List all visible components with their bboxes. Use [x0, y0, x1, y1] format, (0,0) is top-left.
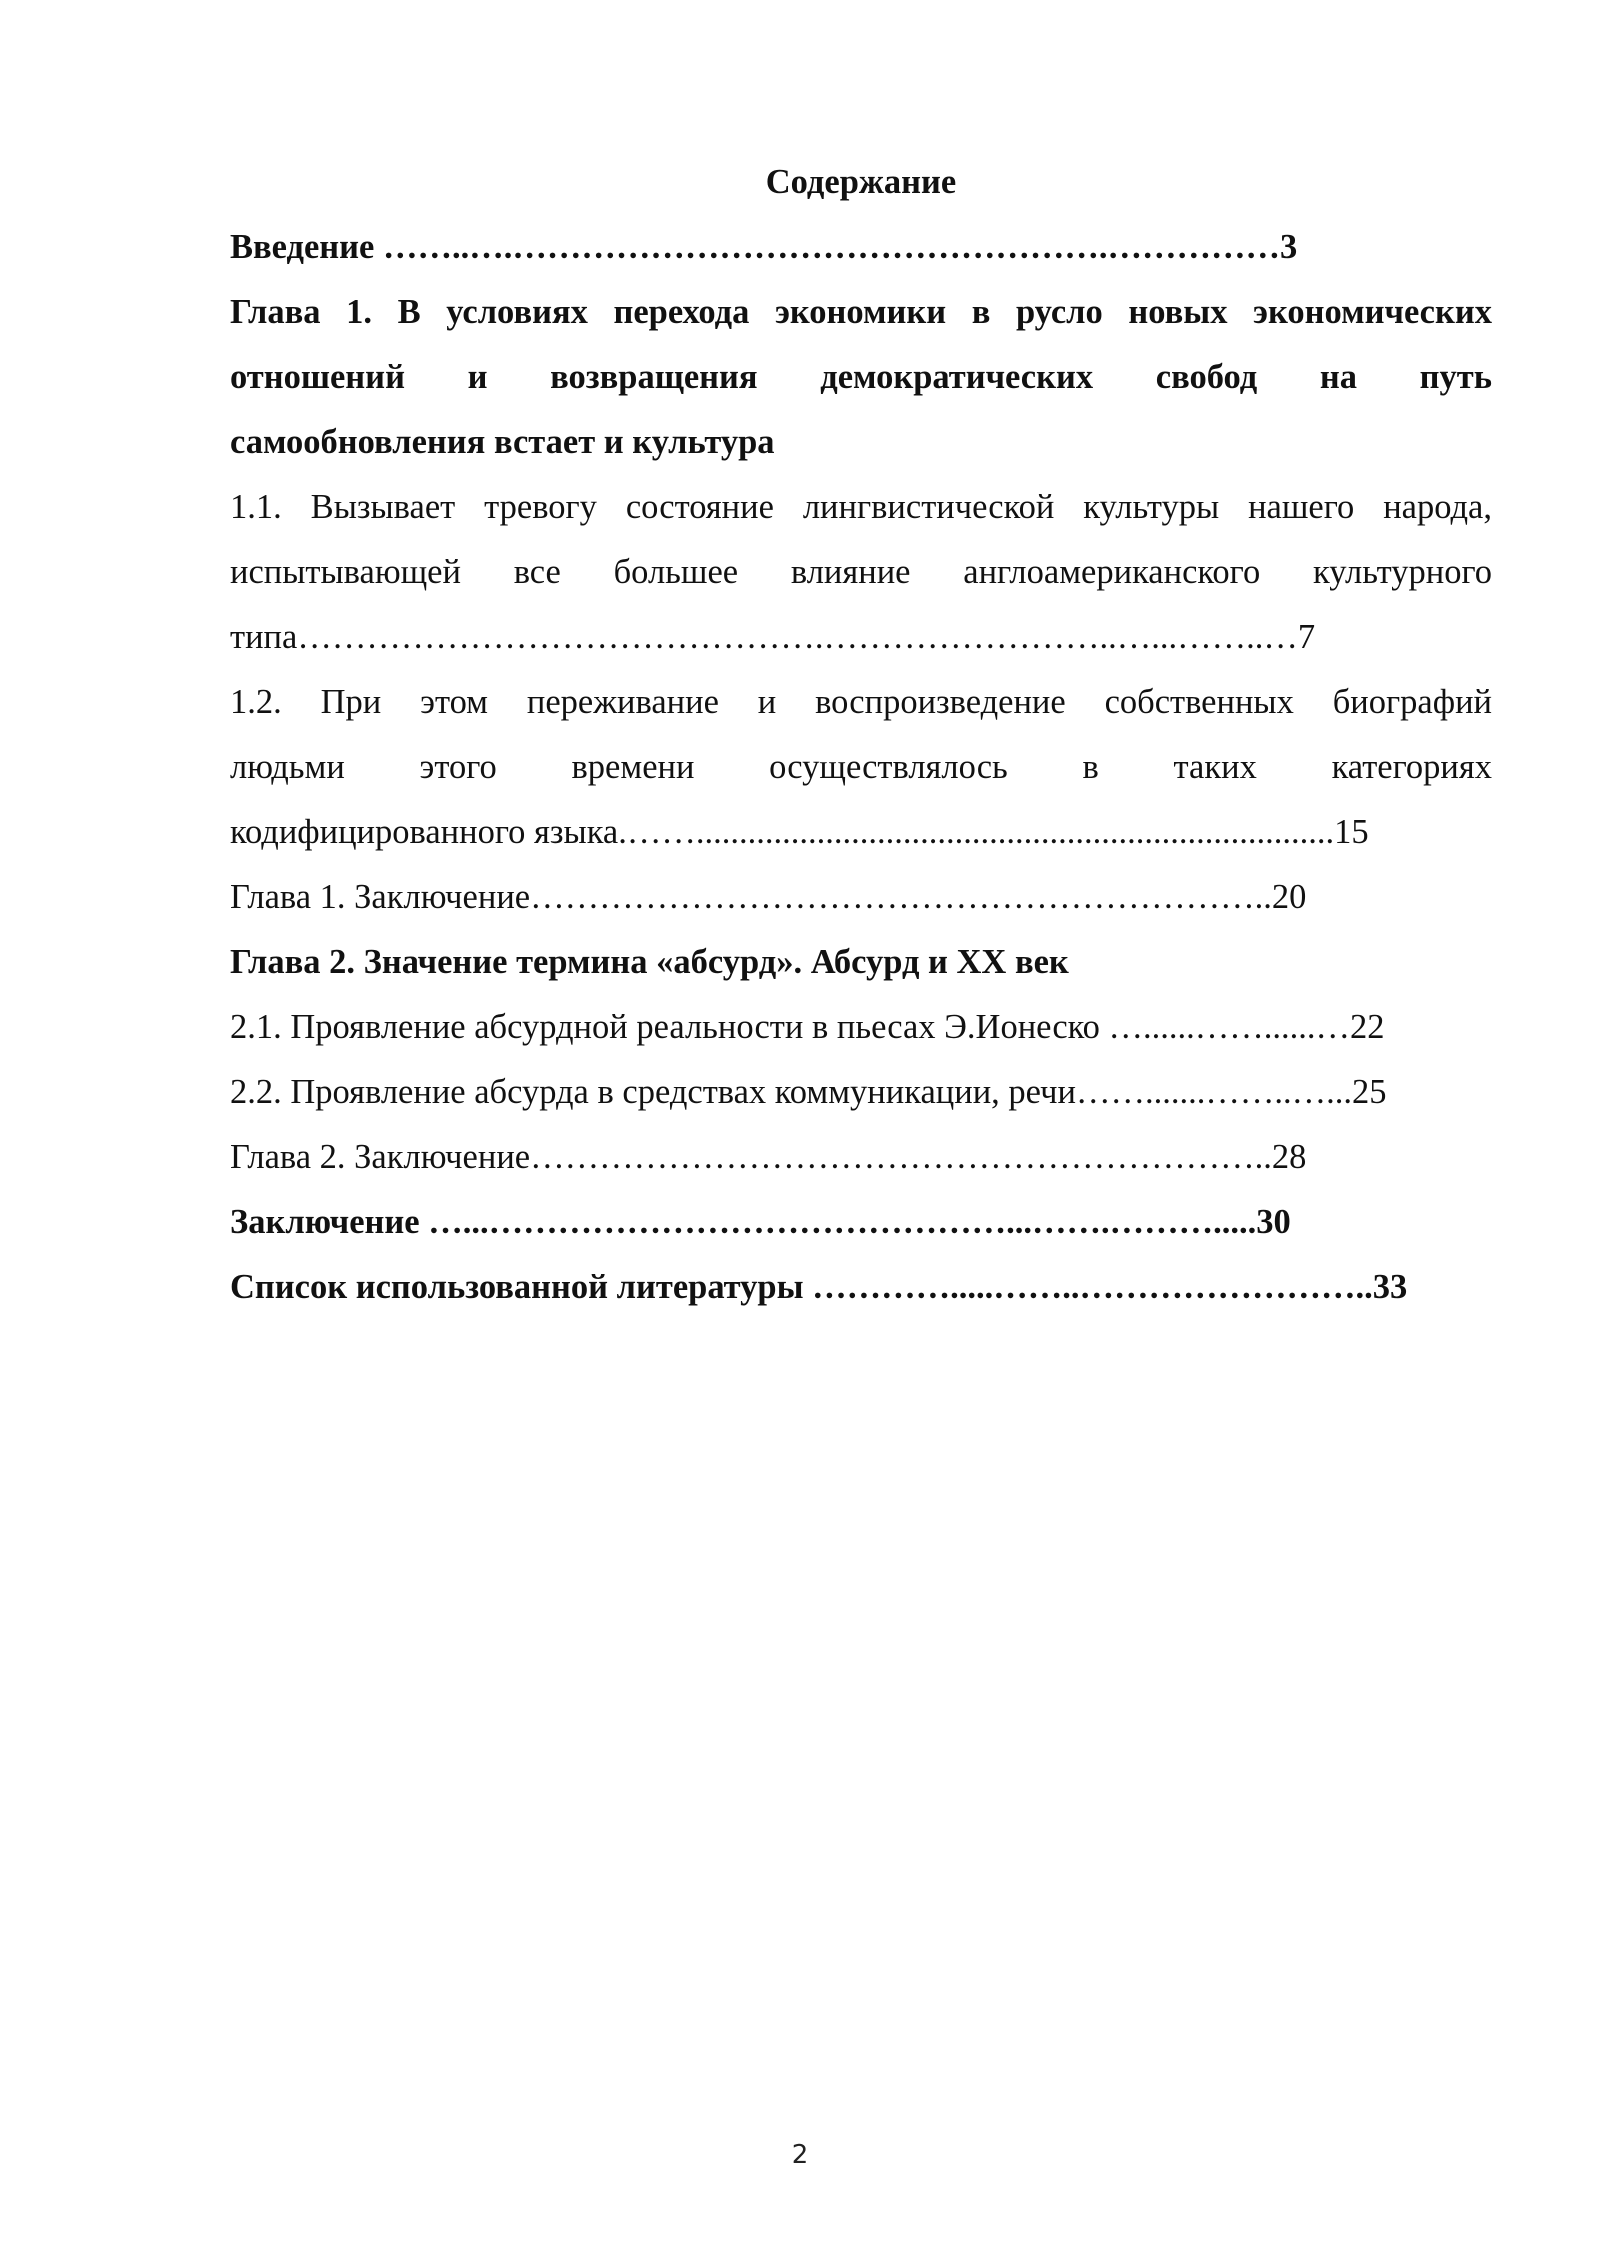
- toc-entry-section-2-1: 2.1. Проявление абсурдной реальности в пьесах Э.Ионеско …......……......…22: [230, 1008, 1385, 1046]
- toc-entry-line: 1.1. Вызывает тревогу состояние лингвистической культуры нашего народа,: [230, 488, 1492, 526]
- toc-entry-line: отношений и возвращения демократических свобод на путь: [230, 358, 1492, 396]
- toc-entry-section-1-2: [230, 670, 1492, 865]
- table-of-contents: [230, 150, 1492, 1320]
- toc-entry-line: кодифицированного языка.……..........................................................................15: [230, 813, 1369, 851]
- toc-entry-line: типа……………………………………….……………………..…...……..…7: [230, 618, 1316, 656]
- toc-entry-bibliography: Список использованной литературы ………….....……..……………………..33: [230, 1268, 1408, 1306]
- toc-entry-line: самообновления встает и культура: [230, 423, 775, 461]
- toc-entry-chapter-1: [230, 280, 1492, 475]
- toc-entry-chapter-2-conclusion: Глава 2. Заключение………………………………………………………..28: [230, 1138, 1307, 1176]
- toc-entry-chapter-1-conclusion: Глава 1. Заключение………………………………………………………..20: [230, 878, 1307, 916]
- toc-entry-line: испытывающей все большее влияние англоамериканского культурного: [230, 553, 1492, 591]
- toc-entry-section-2-2: 2.2. Проявление абсурда в средствах коммуникации, речи…….......……..…...25: [230, 1073, 1387, 1111]
- toc-entry-line: 1.2. При этом переживание и воспроизведение собственных биографий: [230, 683, 1492, 721]
- toc-entry-line: людьми этого времени осуществлялось в таких категориях: [230, 748, 1492, 786]
- page-number: 2: [791, 2140, 809, 2170]
- toc-entry-section-1-1: [230, 475, 1492, 670]
- toc-entry-introduction: Введение ……..….…………………………………………….……………3: [230, 228, 1298, 266]
- toc-entry-conclusion: Заключение …...………………………………………...…….……….....30: [230, 1203, 1291, 1241]
- toc-title: Содержание: [765, 163, 957, 201]
- toc-entry-line: Глава 1. В условиях перехода экономики в русло новых экономических: [230, 293, 1492, 331]
- toc-entry-chapter-2: Глава 2. Значение термина «абсурд». Абсурд и XX век: [230, 943, 1069, 981]
